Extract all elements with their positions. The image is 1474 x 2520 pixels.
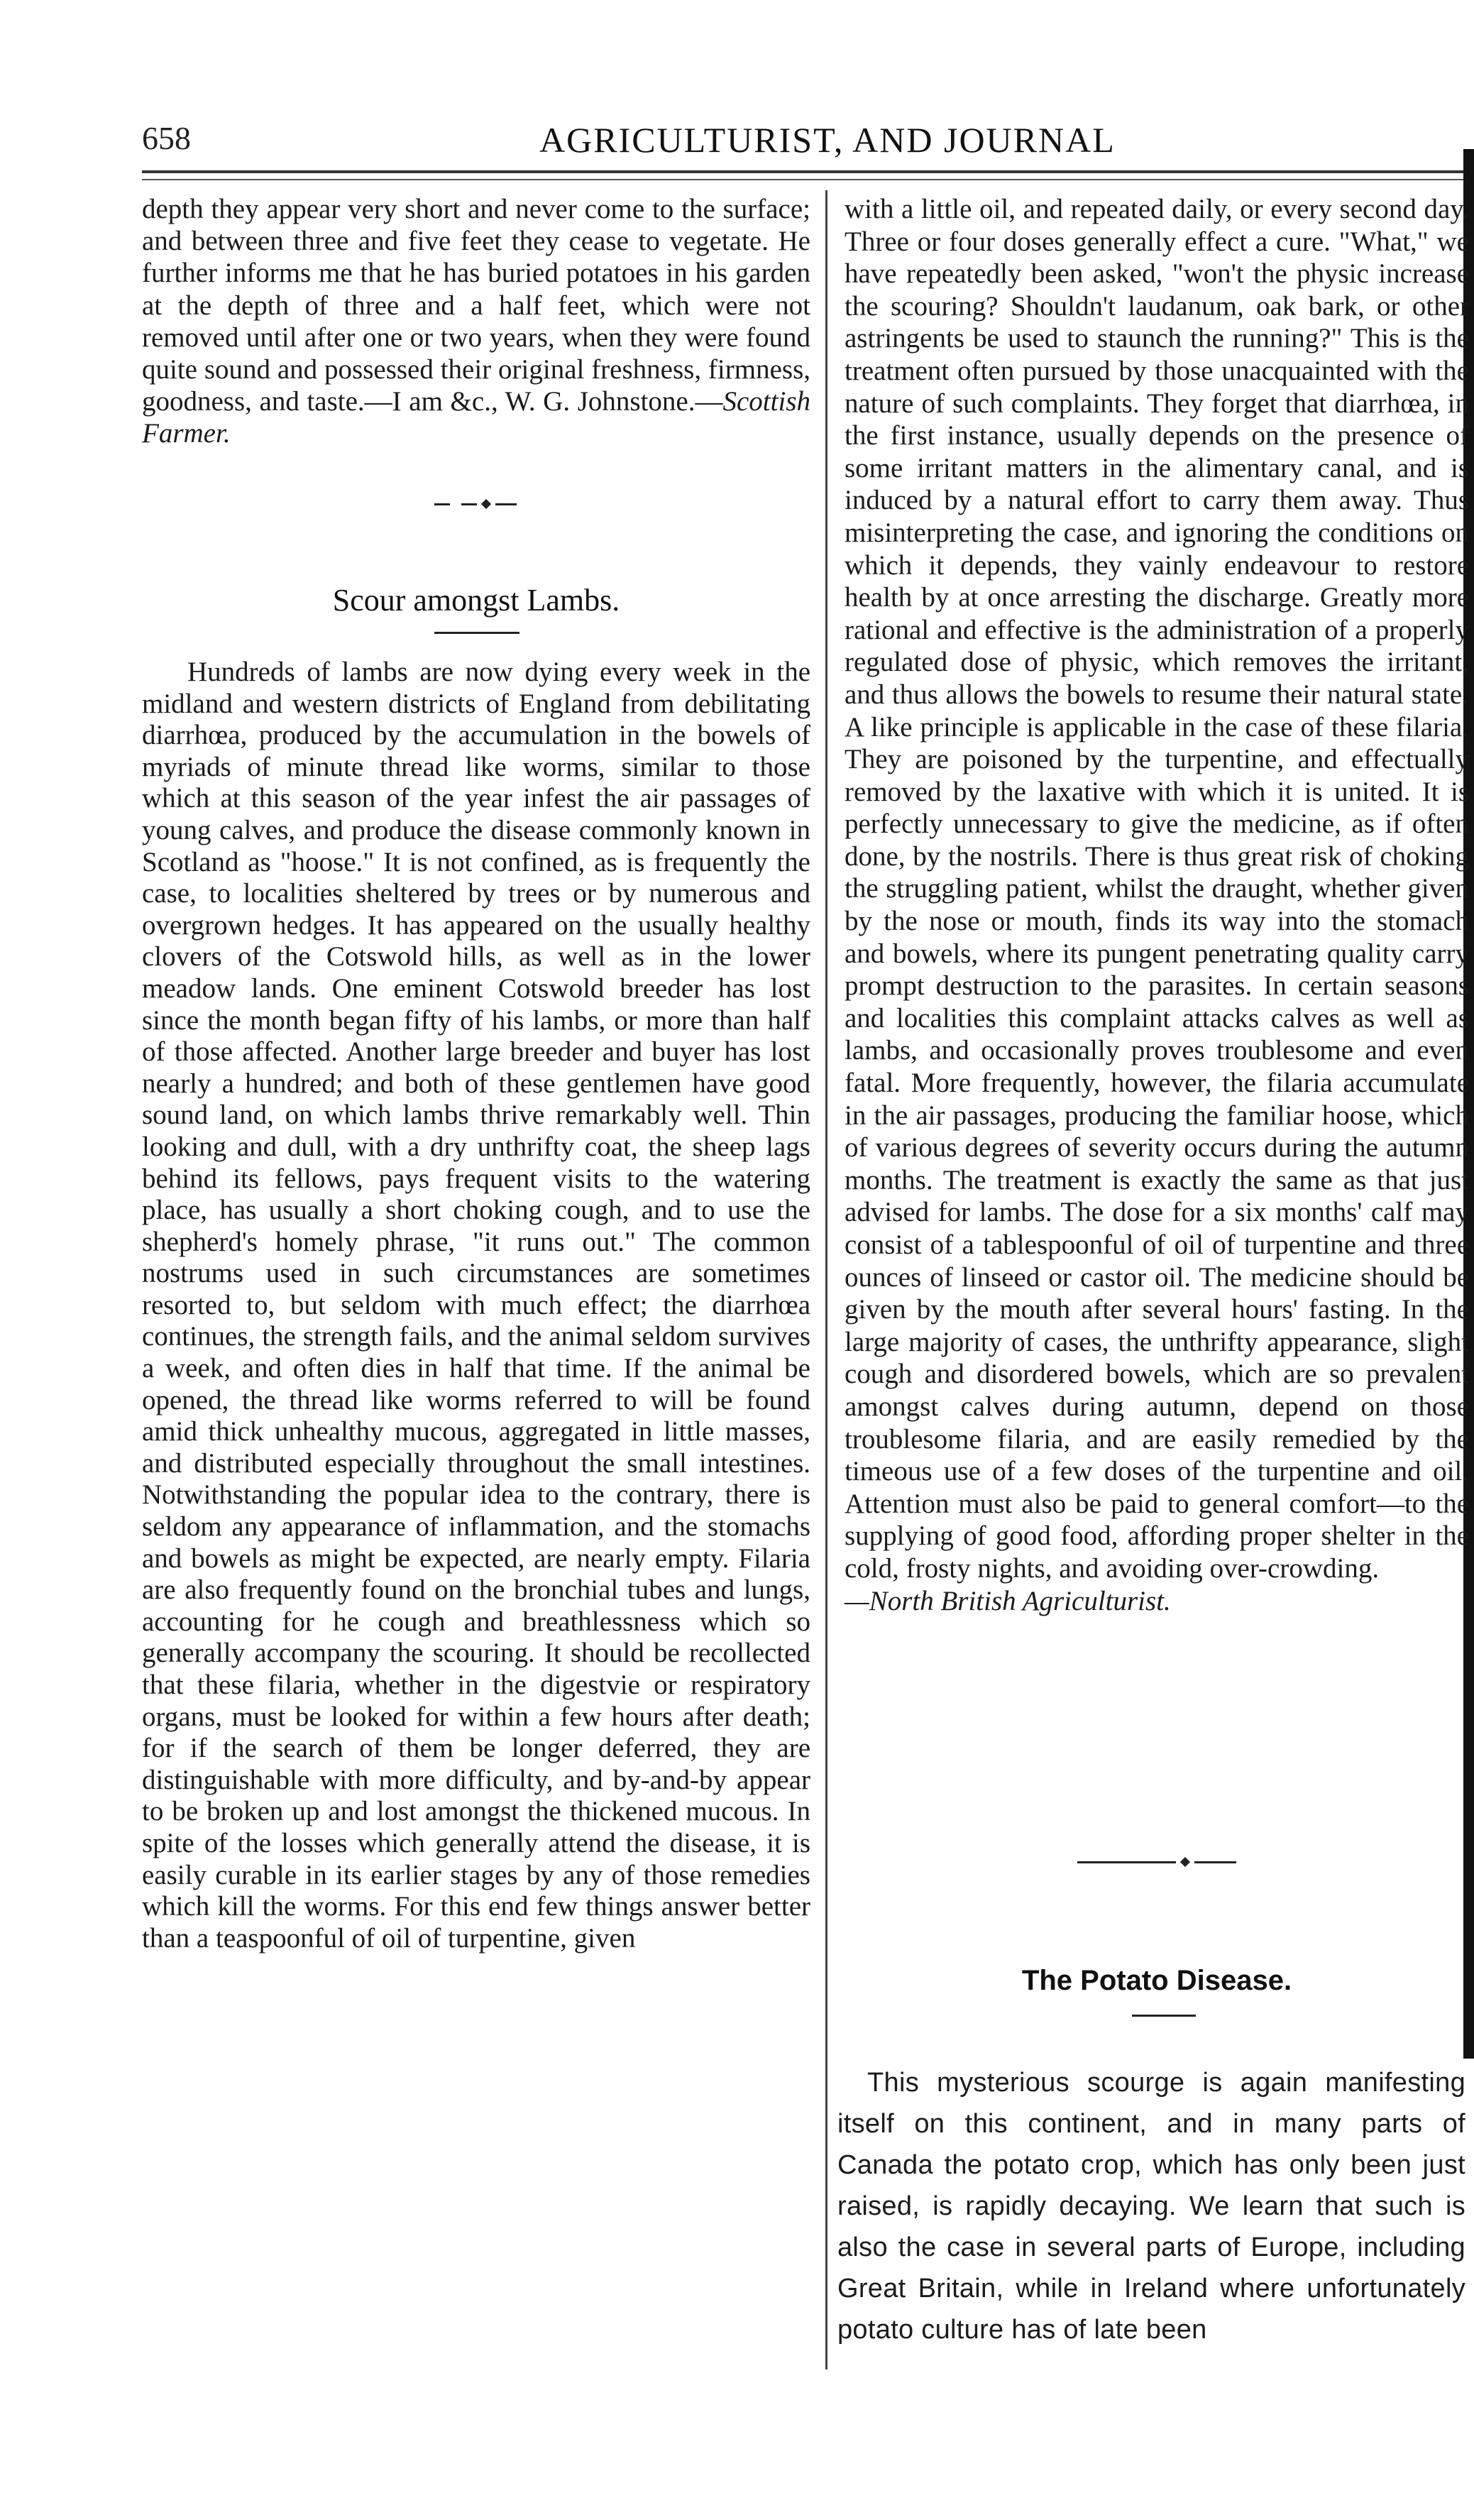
header-rule — [142, 170, 1474, 173]
running-title: AGRICULTURIST, AND JOURNAL — [539, 120, 1116, 160]
article-body-scour — [142, 657, 810, 1954]
previous-article-tail — [142, 193, 810, 450]
article-title-potato: The Potato Disease. — [1021, 1965, 1292, 1996]
article-body-potato — [837, 2062, 1465, 2350]
previous-article-text: depth they appear very short and never come to the surface; and between three and five feet they cease to vegetate. He further informs me that he has buried potatoes in his garden at the depth of three and a half feet, which were not removed until after one or two years, when they were found quite sound and possessed their original freshness, firmness, goodness, and taste.—I am &c., W. G. Johnstone.— — [142, 194, 810, 417]
article-separator — [369, 493, 582, 515]
header-rule-thin — [142, 179, 1474, 180]
previous-article-source: Scottish Farmer. — [142, 386, 810, 449]
column-divider — [825, 190, 827, 2370]
title-underline — [434, 632, 519, 634]
page-number: 658 — [142, 120, 191, 156]
right-column — [845, 193, 1469, 1617]
potato-paragraph: This mysterious scourge is again manifesting itself on this continent, and in many parts of Canada the potato crop, which has only been just raised, is rapidly decaying. We learn that such is also the case in several parts of Europe, including Great Britain, while in Ireland where unfortunately potato culture has of late been — [837, 2068, 1465, 2345]
potato-title-underline — [1132, 2015, 1196, 2017]
page-header — [142, 119, 1391, 162]
scour-continuation: with a little oil, and repeated daily, or every second day. Three or four doses generally effect a cure. "What," we have repeatedly been asked, "won't the physic increase the scouring? Shouldn't laudanum, oak bark, or other astringents be used to staunch the running?" This is the treatment often pursued by those unacquainted with the nature of such complaints. They forget that diarrhœa, in the first instance, usually depends on the presence of some irritant matters in the alimentary canal, and is induced by a natural effort to carry them away. Thus misinterpreting the case, and ignoring the conditions on which it depends, they vainly endeavour to restore health by at once arresting the discharge. Greatly more rational and effective is the administration of a properly regulated dose of physic, which removes the irritant, and thus allows the bowels to resume their natural state. A like principle is applicable in the case of these filaria. They are poisoned by the turpentine, and effectually removed by the laxative with which it is united. It is perfectly unnecessary to give the medicine, as if often done, by the nostrils. There is thus great risk of choking the struggling patient, whilst the draught, whether given by the nose or mouth, finds its way into the stomach and bowels, where its pungent penetrating quality carry prompt destruction to the parasites. In certain seasons and localities this complaint attacks calves as well as lambs, and occasionally proves troublesome and even fatal. More frequently, however, the filaria accumulate in the air passages, producing the familiar hoose, which of various degrees of severity occurs during the autumn months. The treatment is exactly the same as that just advised for lambs. The dose for a six months' calf may consist of a tablespoonful of oil of turpentine and three ounces of linseed or castor oil. The medicine should be given by the mouth after several hours' fasting. In the large majority of cases, the unthrifty appearance, slight cough and disordered bowels, which are so prevalent amongst calves during autumn, depend on those troublesome filaria, and are easily remedied by the timeous use of a few doses of the turpentine and oil. Attention must also be paid to general comfort—to the supplying of good food, affording proper shelter in the cold, frosty nights, and avoiding over-crowding. — [845, 194, 1469, 1584]
scour-paragraph: Hundreds of lambs are now dying every week in the midland and western districts of England from debilitating diarrhœa, produced by the accumulation in the bowels of myriads of minute thread like worms, similar to those which at this season of the year infest the air passages of young calves, and produce the disease commonly known in Scotland as "hoose." It is not confined, as is frequently the case, to localities sheltered by trees or by numerous and overgrown hedges. It has appeared on the usually healthy clovers of the Cotswold hills, as well as in the lower meadow lands. One eminent Cotswold breeder has lost since the month began fifty of his lambs, or more than half of those affected. Another large breeder and buyer has lost nearly a hundred; and both of these gentlemen have good sound land, on which lambs thrive remarkably well. Thin looking and dull, with a dry unthrifty coat, the sheep lags behind its fellows, pays frequent visits to the watering place, has usually a short choking cough, and to use the shepherd's homely phrase, "it runs out." The common nostrums used in such circumstances are sometimes resorted to, but seldom with much effect; the diarrhœa continues, the strength fails, and the animal seldom survives a week, and often dies in half that time. If the animal be opened, the thread like worms referred to will be found amid thick unhealthy mucous, aggregated in little masses, and distributed especially throughout the small intestines. Notwithstanding the popular idea to the contrary, there is seldom any appearance of inflammation, and the stomachs and bowels as might be expected, are nearly empty. Filaria are also frequently found on the bronchial tubes and lungs, accounting for he cough and breathlessness which so generally accompany the scouring. It should be recollected that these filaria, whether in the digestvie or respiratory organs, must be looked for within a few hours after death; for if the search of them be longer deferred, they are distinguishable with more difficulty, and by-and-by appear to be broken up and lost amongst the thickened mucous. In spite of the losses which generally attend the disease, it is easily curable in its earlier stages by any of those remedies which kill the worms. For this end few things answer better than a teaspoonful of oil of turpentine, given — [142, 657, 810, 1954]
scour-source: —North British Agriculturist. — [845, 1585, 1171, 1616]
article-separator-2 — [1072, 1851, 1242, 1873]
article-title-scour: Scour amongst Lambs. — [332, 583, 620, 618]
left-column — [142, 193, 810, 450]
